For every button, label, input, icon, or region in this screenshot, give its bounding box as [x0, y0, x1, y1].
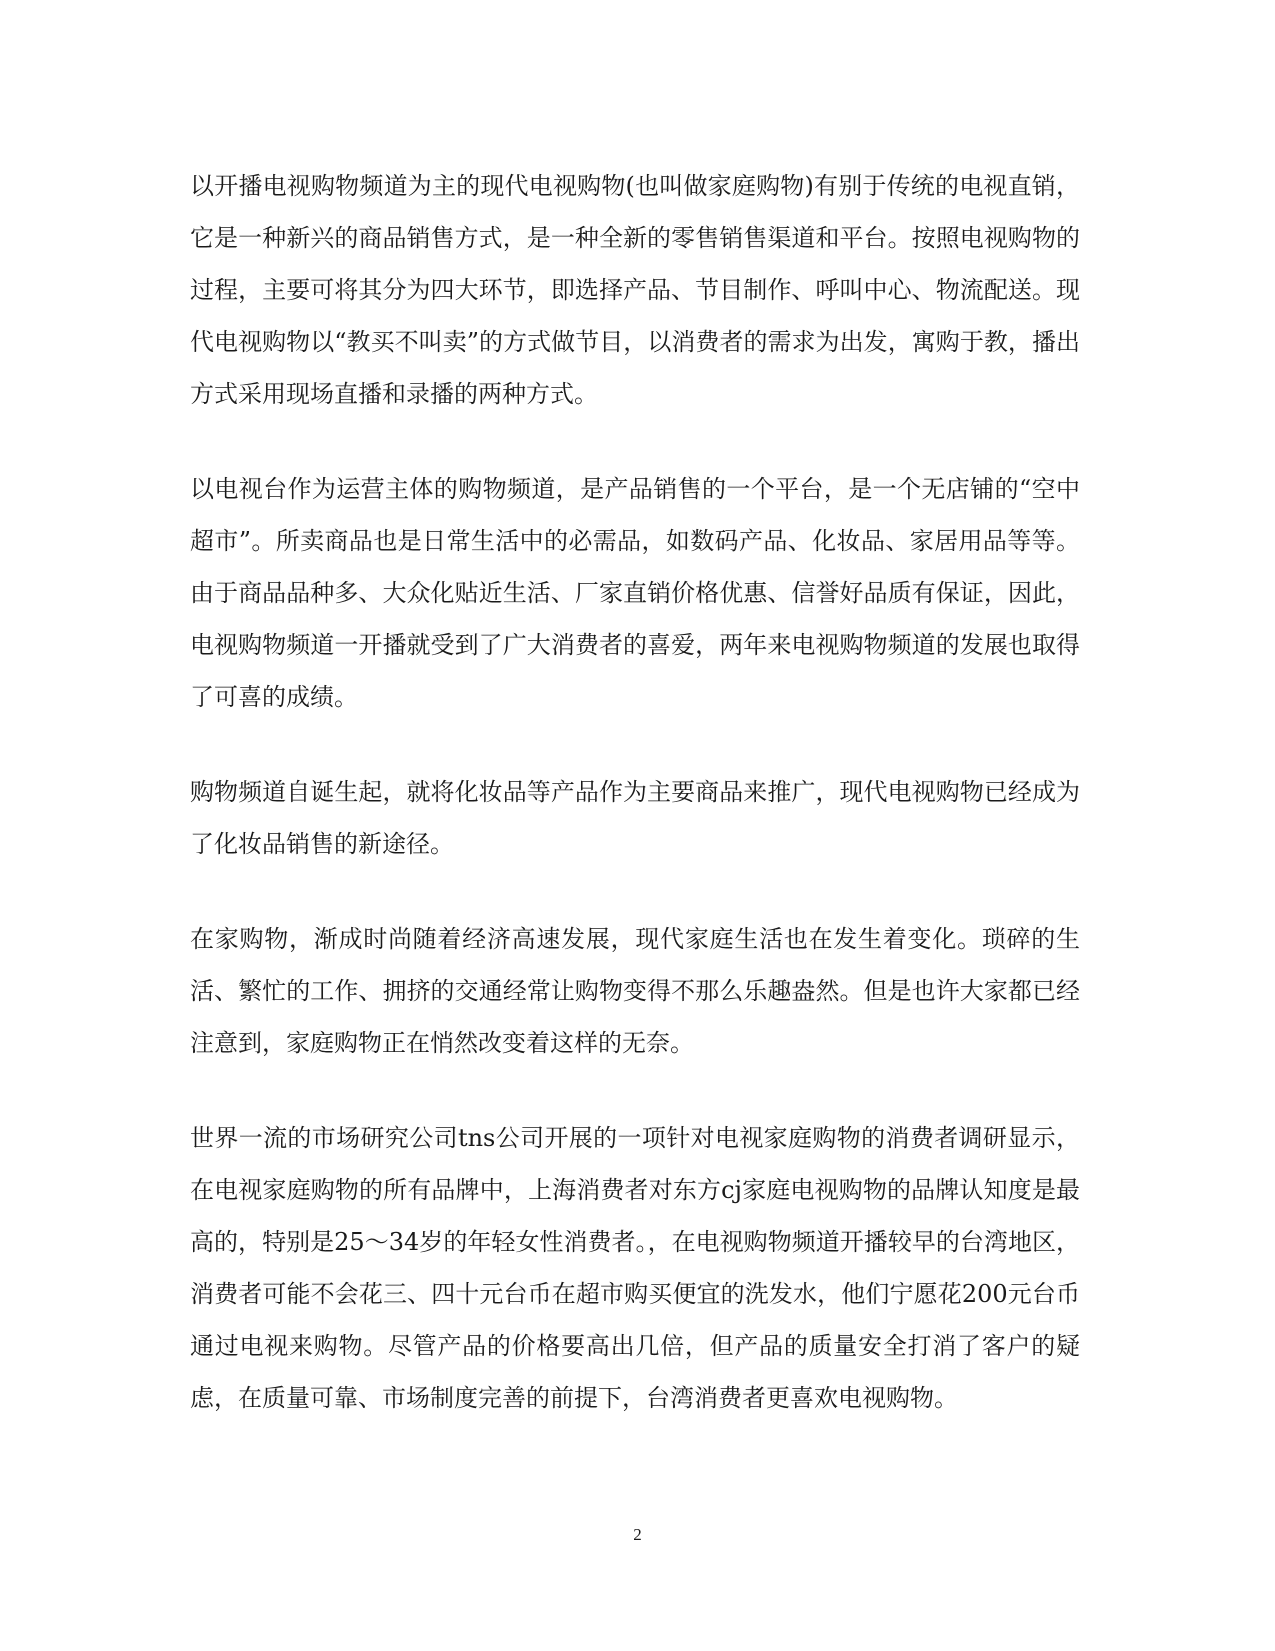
paragraph-2: 以电视台作为运营主体的购物频道，是产品销售的一个平台，是一个无店铺的“空中超市”。所卖商品也是日常生活中的必需品，如数码产品、化妆品、家居用品等等。由于商品品种多、大众化贴近生活、厂家直销价格优惠、信誉好品质有保证，因此，电视购物频道一开播就受到了广大消费者的喜爱，两年来电视购物频道的发展也取得了可喜的成绩。 [190, 475, 1080, 711]
document-body [190, 160, 1080, 1467]
paragraph-5: 世界一流的市场研究公司tns公司开展的一项针对电视家庭购物的消费者调研显示，在电视家庭购物的所有品牌中，上海消费者对东方cj家庭电视购物的品牌认知度是最高的，特别是25～34岁的年轻女性消费者。，在电视购物频道开播较早的台湾地区，消费者可能不会花三、四十元台币在超市购买便宜的洗发水，他们宁愿花200元台币通过电视来购物。尽管产品的价格要高出几倍，但产品的质量安全打消了客户的疑虑，在质量可靠、市场制度完善的前提下，台湾消费者更喜欢电视购物。 [190, 1124, 1080, 1412]
page-number: 2 [633, 1525, 642, 1544]
paragraph-1: 以开播电视购物频道为主的现代电视购物(也叫做家庭购物)有别于传统的电视直销，它是一种新兴的商品销售方式，是一种全新的零售销售渠道和平台。按照电视购物的过程，主要可将其分为四大环节，即选择产品、节目制作、呼叫中心、物流配送。现代电视购物以“教买不叫卖”的方式做节目，以消费者的需求为出发，寓购于教，播出方式采用现场直播和录播的两种方式。 [190, 172, 1080, 408]
paragraph-4: 在家购物，渐成时尚随着经济高速发展，现代家庭生活也在发生着变化。琐碎的生活、繁忙的工作、拥挤的交通经常让购物变得不那么乐趣盎然。但是也许大家都已经注意到，家庭购物正在悄然改变着这样的无奈。 [190, 925, 1080, 1057]
paragraph-3: 购物频道自诞生起，就将化妆品等产品作为主要商品来推广，现代电视购物已经成为了化妆品销售的新途径。 [190, 778, 1080, 858]
